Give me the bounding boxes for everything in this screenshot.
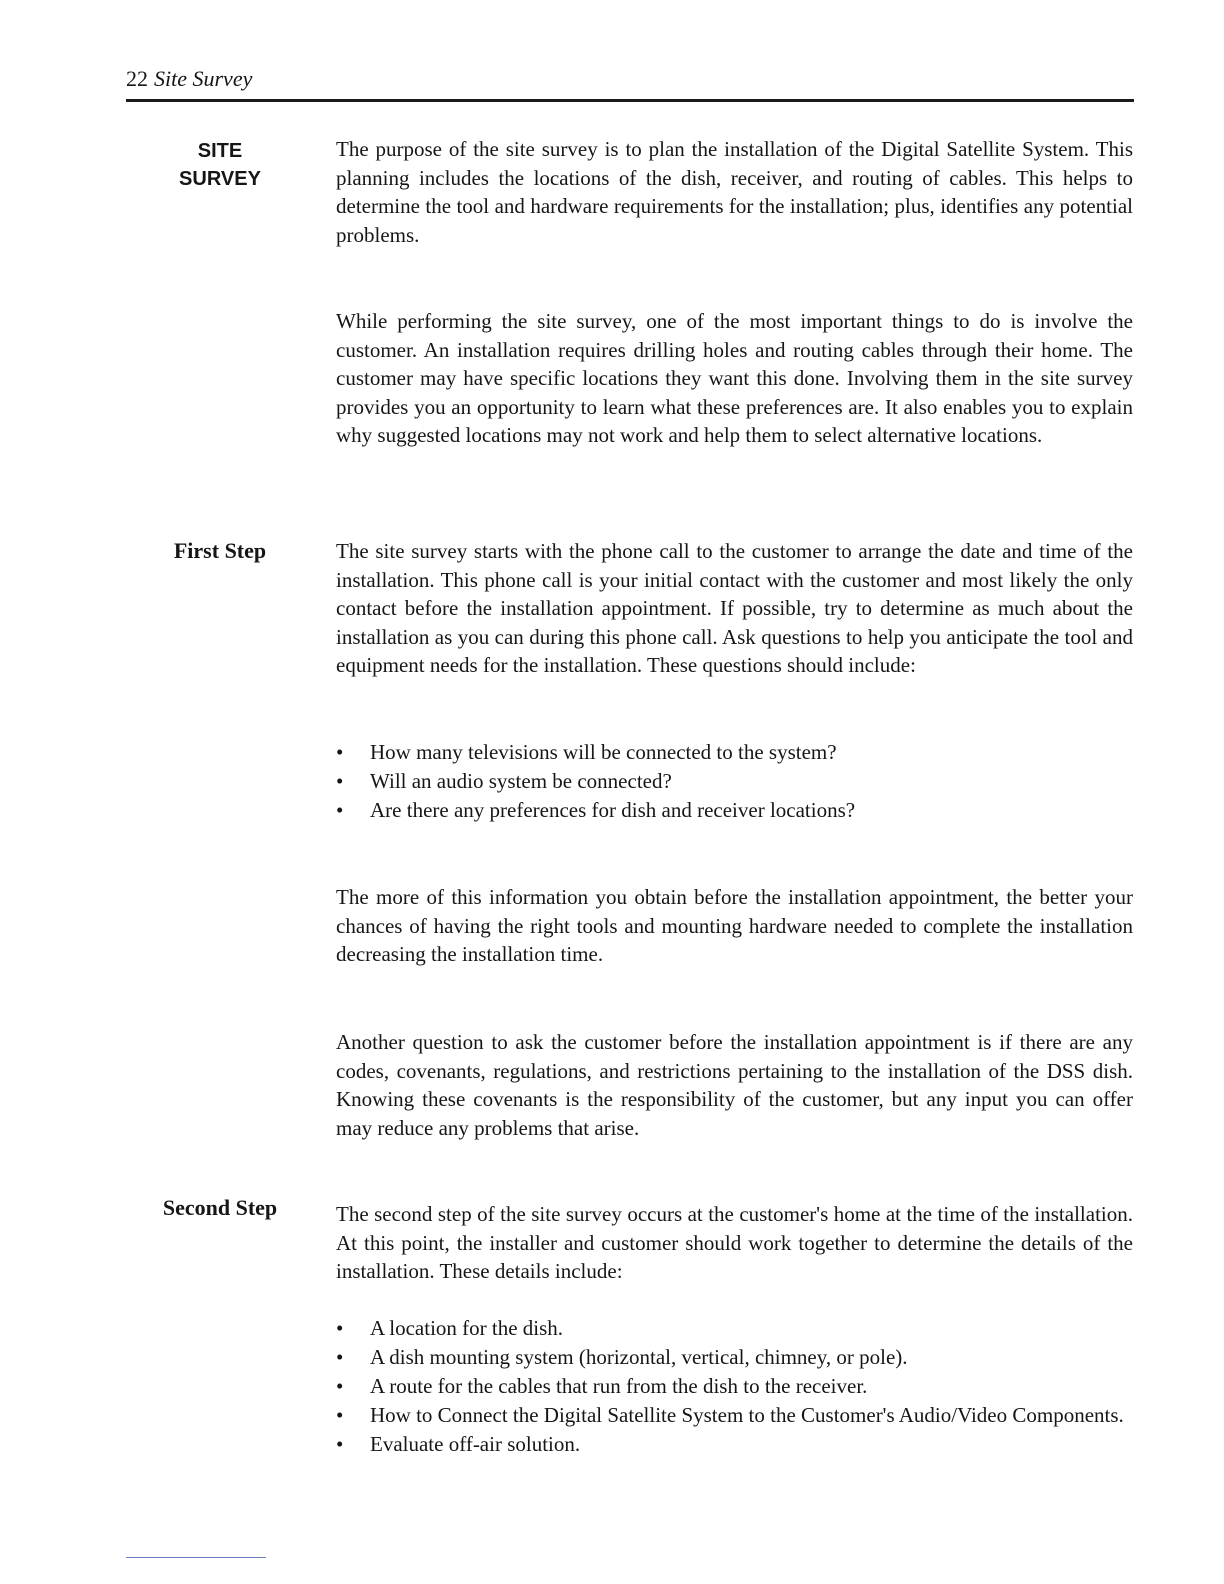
site-survey-paragraph-1: The purpose of the site survey is to plan the installation of the Digital Satellite System. This planning includes the locations of the dish, receiver, and routing of cables. This helps to determine the tool and hardware requirements for the installation; plus, identifies any potential problems. [336,137,1133,247]
first-step-heading: First Step [173,538,267,563]
page-number: 22 [126,66,148,91]
bullet-icon: • [336,769,344,793]
list-item: • Evaluate off-air solution. [336,1430,1133,1459]
first-step-bullet-list [336,738,1133,825]
header-rule [126,99,1134,102]
list-item: • How many televisions will be connected to the system? [336,738,1133,767]
second-step-heading: Second Step [162,1195,278,1220]
bullet-icon: • [336,1316,344,1340]
first-step-paragraph-1: The site survey starts with the phone call to the customer to arrange the date and time of the installation. This phone call is your initial contact with the customer and most likely the only contact before the installation appointment. If possible, try to determine as much about the installation as you can during this phone call. Ask questions to help you anticipate the tool and equipment needs for the installation. These questions should include: [336,539,1133,678]
bullet-icon: • [336,1432,344,1456]
second-step-paragraph-1: The second step of the site survey occurs at the customer's home at the time of the installation. At this point, the installer and customer should work together to determine the details of the installation. These details include: [336,1202,1133,1284]
bullet-icon: • [336,1374,344,1398]
list-item: • Are there any preferences for dish and receiver locations? [336,796,1133,825]
list-item: • A dish mounting system (horizontal, vertical, chimney, or pole). [336,1343,1133,1372]
bullet-icon: • [336,1345,344,1369]
list-item: • A location for the dish. [336,1314,1133,1343]
page-header [126,66,252,92]
first-step-paragraph-3: Another question to ask the customer before the installation appointment is if there are any codes, covenants, regulations, and restrictions pertaining to the installation of the DSS dish. Knowing these covenants is the responsibility of the customer, but any input you can offer may reduce any problems that arise. [336,1030,1133,1140]
section-heading-line1: SITE [197,140,243,162]
first-step-paragraph-2: The more of this information you obtain before the installation appointment, the better your chances of having the right tools and mounting hardware needed to complete the installation decreasing the installation time. [336,885,1133,967]
section-heading-site-survey [150,137,290,193]
running-title: Site Survey [154,66,253,91]
bullet-icon: • [336,1403,344,1427]
site-survey-paragraph-2: While performing the site survey, one of the most important things to do is involve the customer. An installation requires drilling holes and routing cables through their home. The customer may have specific locations they want this done. Involving them in the site survey provides you an opportunity to learn what these preferences are. It also enables you to explain why suggested locations may not work and help them to select alternative locations. [336,309,1133,448]
list-item: • How to Connect the Digital Satellite System to the Customer's Audio/Video Components. [336,1401,1133,1430]
second-step-bullet-list [336,1314,1133,1459]
list-item: • Will an audio system be connected? [336,767,1133,796]
section-heading-line2: SURVEY [179,168,261,190]
bullet-icon: • [336,740,344,764]
footer-rule [126,1557,266,1558]
bullet-icon: • [336,798,344,822]
list-item: • A route for the cables that run from the dish to the receiver. [336,1372,1133,1401]
